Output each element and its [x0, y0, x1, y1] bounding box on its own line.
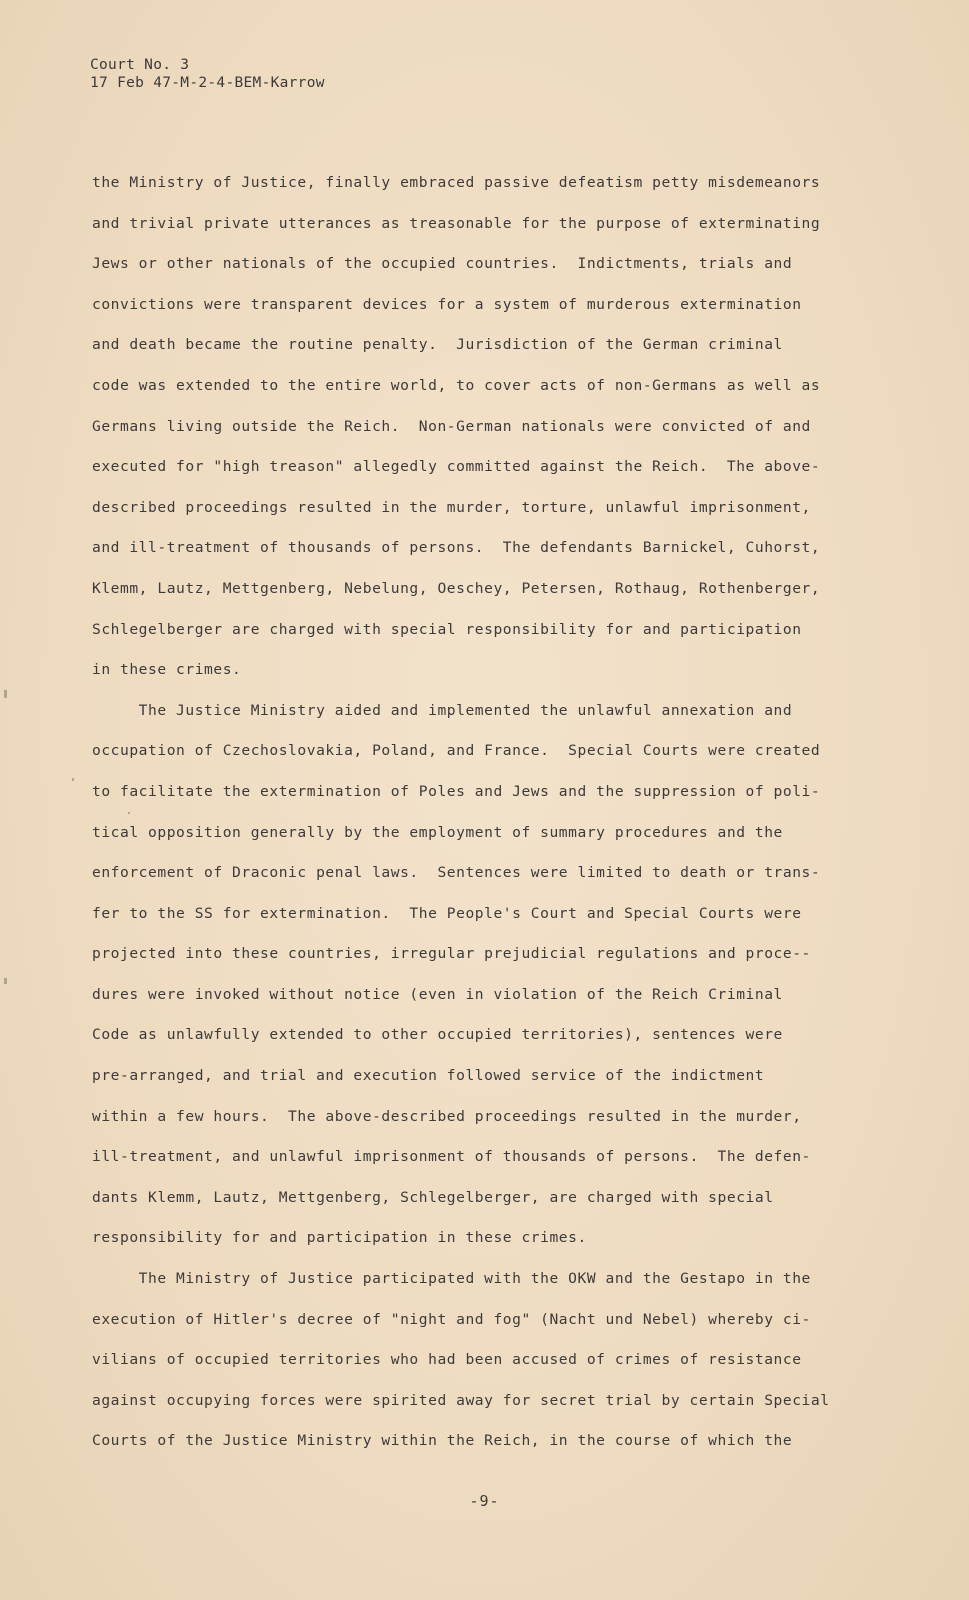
paper-speck: [72, 778, 74, 781]
body-line: The Ministry of Justice participated with the OKW and the Gestapo in the: [92, 1270, 811, 1288]
body-line: The Justice Ministry aided and implemented the unlawful annexation and: [92, 701, 793, 719]
body-line: to facilitate the extermination of Poles and Jews and the suppression of poli-: [92, 782, 821, 800]
body-line: and death became the routine penalty. Jurisdiction of the German criminal: [92, 336, 783, 354]
document-body: [92, 170, 902, 1469]
body-line: dures were invoked without notice (even in violation of the Reich Criminal: [92, 985, 783, 1003]
body-line: ill-treatment, and unlawful imprisonment of thousands of persons. The defen-: [92, 1148, 811, 1166]
paper-speck: [4, 690, 7, 698]
body-line: Courts of the Justice Ministry within the Reich, in the course of which the: [92, 1432, 793, 1450]
body-line: dants Klemm, Lautz, Mettgenberg, Schlegelberger, are charged with special: [92, 1188, 774, 1206]
court-number: Court No. 3: [90, 57, 190, 73]
paper-speck: [128, 812, 130, 814]
body-line: within a few hours. The above-described proceedings resulted in the murder,: [92, 1107, 802, 1125]
body-line: tical opposition generally by the employment of summary procedures and the: [92, 823, 783, 841]
body-line: Code as unlawfully extended to other occupied territories), sentences were: [92, 1026, 783, 1044]
paper-speck: [4, 978, 7, 984]
body-line: code was extended to the entire world, to cover acts of non-Germans as well as: [92, 376, 821, 394]
body-line: and ill-treatment of thousands of persons. The defendants Barnickel, Cuhorst,: [92, 539, 821, 557]
body-line: against occupying forces were spirited away for secret trial by certain Special: [92, 1391, 830, 1409]
document-header: [90, 56, 325, 92]
body-line: Germans living outside the Reich. Non-German nationals were convicted of and: [92, 417, 811, 435]
body-line: Schlegelberger are charged with special responsibility for and participation: [92, 620, 802, 638]
body-line: Klemm, Lautz, Mettgenberg, Nebelung, Oeschey, Petersen, Rothaug, Rothenberger,: [92, 579, 821, 597]
body-line: projected into these countries, irregular prejudicial regulations and proce--: [92, 945, 811, 963]
body-line: the Ministry of Justice, finally embraced passive defeatism petty misdemeanors: [92, 174, 821, 191]
body-line: in these crimes.: [92, 661, 242, 679]
body-line: described proceedings resulted in the murder, torture, unlawful imprisonment,: [92, 498, 811, 516]
body-line: enforcement of Draconic penal laws. Sentences were limited to death or trans-: [92, 864, 821, 882]
body-line: vilians of occupied territories who had been accused of crimes of resistance: [92, 1351, 802, 1369]
body-line: responsibility for and participation in these crimes.: [92, 1229, 587, 1247]
body-line: and trivial private utterances as treasonable for the purpose of exterminating: [92, 214, 821, 232]
body-line: execution of Hitler's decree of "night and fog" (Nacht und Nebel) whereby ci-: [92, 1310, 811, 1328]
date-reference: 17 Feb 47-M-2-4-BEM-Karrow: [90, 75, 325, 91]
body-line: pre-arranged, and trial and execution followed service of the indictment: [92, 1067, 765, 1085]
body-line: occupation of Czechoslovakia, Poland, and France. Special Courts were created: [92, 742, 821, 760]
body-line: convictions were transparent devices for a system of murderous extermination: [92, 295, 802, 313]
page-number: -9-: [469, 1492, 500, 1510]
body-line: fer to the SS for extermination. The People's Court and Special Courts were: [92, 904, 802, 922]
body-line: Jews or other nationals of the occupied countries. Indictments, trials and: [92, 255, 793, 273]
body-line: executed for "high treason" allegedly committed against the Reich. The above-: [92, 458, 821, 476]
